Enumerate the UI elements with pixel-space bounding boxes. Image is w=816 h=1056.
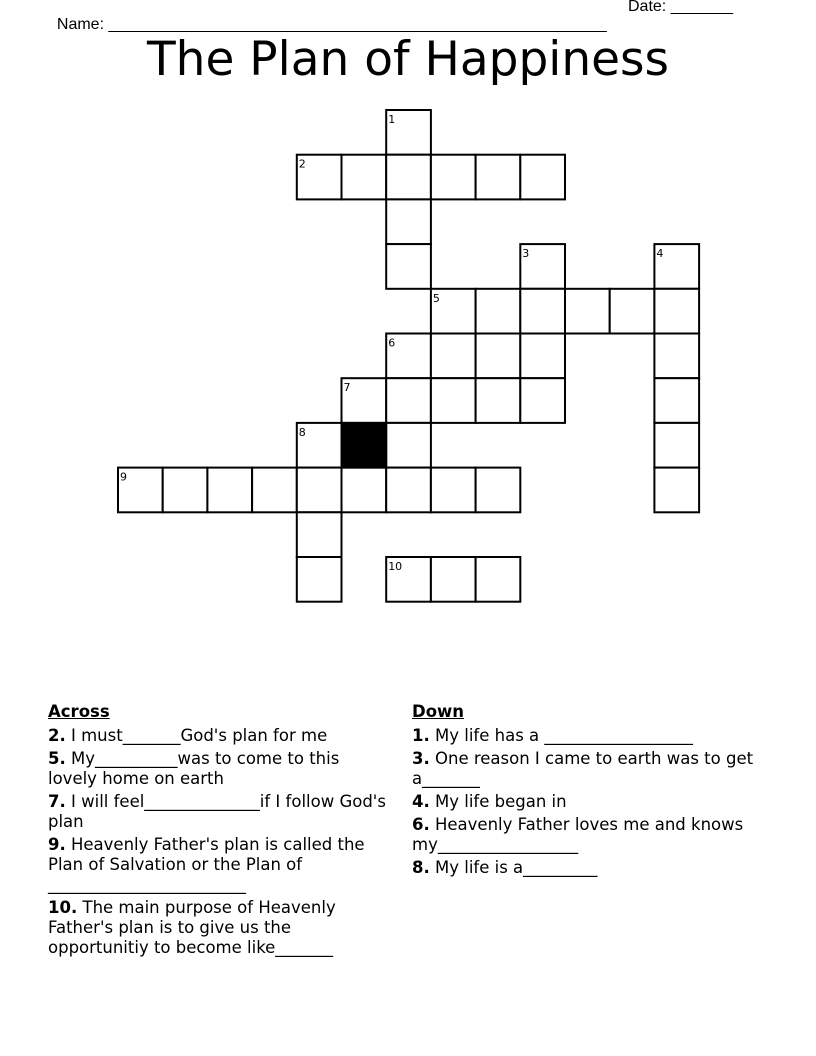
- crossword-cell[interactable]: [386, 378, 431, 423]
- down-clue-8: 8. My life is a_________: [412, 858, 598, 877]
- clue-number-6: 6: [388, 336, 396, 350]
- across-clue-5: 5. My__________was to come to this lovely home on earth: [48, 749, 340, 788]
- crossword-cell[interactable]: [476, 557, 521, 602]
- crossword-cell[interactable]: [520, 155, 565, 200]
- crossword-cell[interactable]: [476, 155, 521, 200]
- crossword-cell[interactable]: [654, 378, 699, 423]
- crossword-cell[interactable]: [431, 468, 476, 513]
- blocked-cell: [342, 423, 387, 468]
- name-field[interactable]: Name: ________________________________________________________: [56, 16, 607, 33]
- clue-number-4: 4: [656, 247, 664, 261]
- down-clue-3: 3. One reason I came to earth was to get a_______: [412, 749, 754, 788]
- down-clue-6: 6. Heavenly Father loves me and knows my_________________: [412, 815, 744, 854]
- crossword-cell[interactable]: [654, 423, 699, 468]
- crossword-cell[interactable]: [476, 468, 521, 513]
- clue-number-3: 3: [522, 247, 530, 261]
- down-clue-1: 1. My life has a __________________: [412, 726, 693, 745]
- down-clue-4: 4. My life began in: [412, 792, 567, 811]
- crossword-cell[interactable]: [476, 378, 521, 423]
- down-heading: Down: [412, 702, 465, 721]
- across-clue-10: 10. The main purpose of Heavenly Father's plan is to give us the opportunitiy to become like_______: [48, 898, 336, 957]
- crossword-cell[interactable]: [654, 334, 699, 379]
- crossword-cell[interactable]: [297, 557, 342, 602]
- clue-number-10: 10: [388, 560, 403, 573]
- crossword-cell[interactable]: [386, 244, 431, 289]
- across-clue-7: 7. I will feel______________if I follow God's plan: [48, 792, 386, 831]
- crossword-cell[interactable]: [207, 468, 252, 513]
- clue-number-5: 5: [432, 291, 440, 305]
- crossword-cell[interactable]: [342, 468, 387, 513]
- crossword-cell[interactable]: [252, 468, 297, 513]
- down-clues: [412, 702, 762, 881]
- crossword-cell[interactable]: [386, 423, 431, 468]
- crossword-cell[interactable]: [386, 155, 431, 200]
- clue-number-7: 7: [343, 381, 351, 395]
- clue-number-8: 8: [298, 425, 306, 439]
- across-clue-2: 2. I must_______God's plan for me: [48, 726, 328, 745]
- clue-number-2: 2: [298, 157, 306, 171]
- crossword-cell[interactable]: [476, 334, 521, 379]
- crossword-cell[interactable]: [520, 289, 565, 334]
- crossword-cell[interactable]: [565, 289, 610, 334]
- crossword-cell[interactable]: [297, 512, 342, 557]
- crossword-cell[interactable]: [342, 155, 387, 200]
- crossword-cell[interactable]: [520, 334, 565, 379]
- crossword-cell[interactable]: [654, 289, 699, 334]
- date-field[interactable]: Date: _______: [628, 0, 733, 15]
- crossword-cell[interactable]: [431, 334, 476, 379]
- crossword-cell[interactable]: [610, 289, 655, 334]
- crossword-cell[interactable]: [476, 289, 521, 334]
- crossword-cell[interactable]: [297, 468, 342, 513]
- across-clues: [48, 702, 388, 961]
- crossword-cell[interactable]: [386, 199, 431, 244]
- page-title: The Plan of Happiness: [146, 32, 670, 87]
- crossword-cell[interactable]: [431, 557, 476, 602]
- across-heading: Across: [48, 702, 110, 721]
- clue-number-9: 9: [120, 470, 127, 484]
- crossword-cell[interactable]: [386, 468, 431, 513]
- crossword-cell[interactable]: [654, 468, 699, 513]
- crossword-cell[interactable]: [520, 378, 565, 423]
- clue-number-1: 1: [388, 113, 396, 126]
- across-clue-9: 9. Heavenly Father's plan is called the Plan of Salvation or the Plan of ________________________: [48, 835, 365, 894]
- crossword-cell[interactable]: [163, 468, 208, 513]
- crossword-cell[interactable]: [431, 378, 476, 423]
- crossword-cell[interactable]: [431, 155, 476, 200]
